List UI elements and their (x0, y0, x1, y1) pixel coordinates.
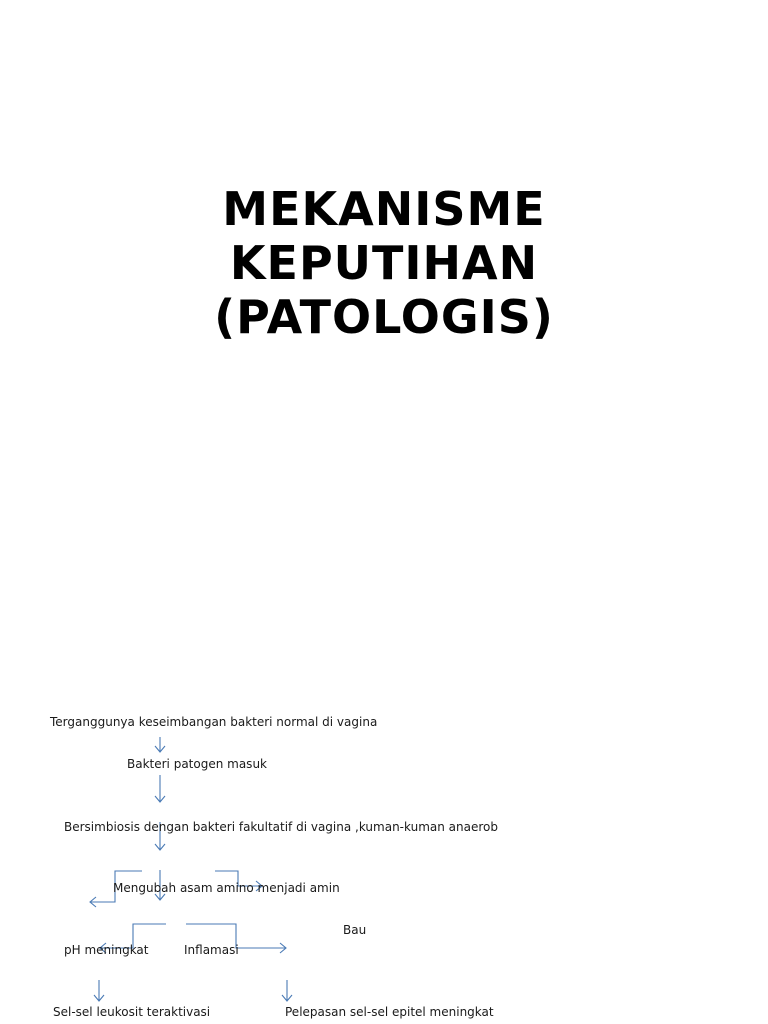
node-leukosit: Sel-sel leukosit teraktivasi (53, 1005, 211, 1019)
node-terganggunya: Terganggunya keseimbangan bakteri normal di vagina (50, 715, 378, 729)
title-line-3: (PATOLOGIS) (214, 290, 554, 344)
node-inflamasi: Inflamasi (184, 943, 239, 957)
node-bersimbiosis: Bersimbiosis dengan bakteri fakultatif di vagina ,kuman-kuman anaerob (64, 820, 498, 834)
node-pelepasan: Pelepasan sel-sel epitel meningkat (285, 1005, 494, 1019)
arrow-terganggunya-to-bakteri (155, 737, 165, 752)
arrow-bakteri-to-bersimbiosis (155, 775, 165, 802)
arrow-ph-to-leukosit (94, 980, 104, 1001)
node-ph-meningkat: pH meningkat (64, 943, 149, 957)
title-line-2: KEPUTIHAN (229, 236, 539, 290)
node-bau: Bau (343, 923, 367, 937)
title-line-1: MEKANISME (222, 182, 546, 236)
node-mengubah: Mengubah asam amino menjadi amin (113, 881, 340, 895)
arrow-to-pelepasan (282, 980, 292, 1001)
node-bakteri-patogen: Bakteri patogen masuk (127, 757, 267, 771)
